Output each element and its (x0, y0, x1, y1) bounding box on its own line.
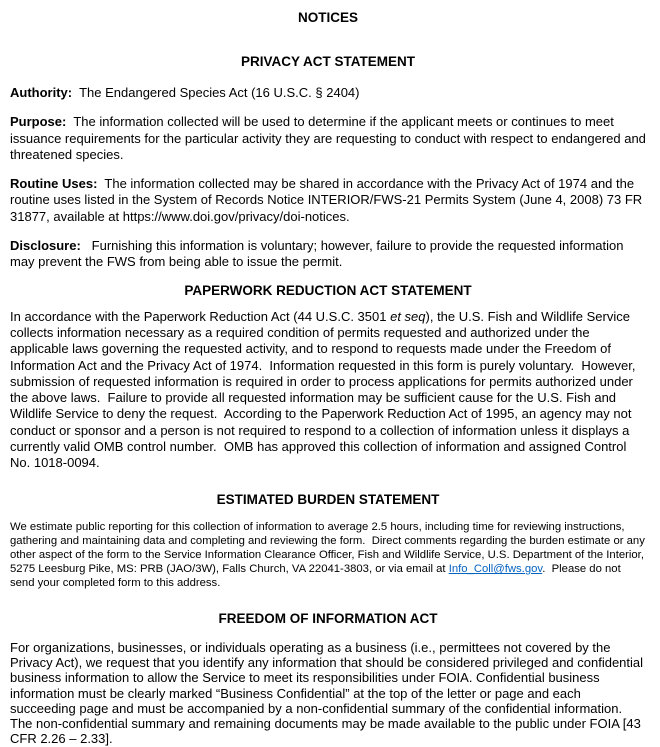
privacy-act-heading: PRIVACY ACT STATEMENT (240, 54, 415, 69)
disclosure-paragraph (10, 238, 646, 271)
burden-paragraph (10, 520, 649, 591)
purpose-text: The information collected will be used to determine if the applicant meets or continues to meet issuance requirements for the particular activity they are requesting to conduct with respect to endangered and threatened species. (10, 114, 650, 162)
purpose-paragraph (10, 114, 650, 163)
routine-uses-label: Routine Uses: (10, 176, 98, 192)
estimated-burden-heading: ESTIMATED BURDEN STATEMENT (216, 491, 440, 507)
authority-label: Authority: (10, 85, 73, 100)
routine-uses-paragraph (10, 176, 646, 225)
burden-text-1: We estimate public reporting for this collection of information to average 2.5 hours, including time for reviewing instructions, gathering and maintaining data and completing and reviewing the form. Direct comments regarding the burden estimate or any other aspect of the form to the Service Information Clearance Officer, Fish and Wildlife Service, U.S. Department of the Interior, 5275 Leesburg Pike, MS: PRB (JAO/3W), Falls Church, VA 22041-3803, or via email at (10, 520, 649, 576)
foia-section (10, 611, 646, 747)
paperwork-reduction-section (10, 283, 646, 472)
routine-uses-text: The information collected may be shared in accordance with the Privacy Act of 1974 and the routine uses listed in the System of Records Notice INTERIOR/FWS-21 Permits System (June 4, 2008) 73 FR 31877, available at https://www.doi.gov/privacy/doi-notices. (10, 176, 646, 224)
paperwork-text-2: ), the U.S. Fish and Wildlife Service collects information necessary as a required condition of permits requested and authorized under the applicable laws governing the requested activity, and to respond to requests made under the Freedom of Information Act and the Privacy Act of 1974. Information requested in this form is purely voluntary. However, submission of requested information is required in order to process applications for permits authorized under the above laws. Failure to provide all requested information may be sufficient cause for the U.S. Fish and Wildlife Service to deny the request. According to the Paperwork Reduction Act of 1995, an agency may not conduct or sponsor and a person is not required to respond to a collection of information unless it displays a currently valid OMB control number. OMB has approved this collection of information and assigned Control No. 1018-0094. (10, 308, 640, 471)
foia-paragraph: For organizations, businesses, or individuals operating as a business (i.e., permittees not covered by the Privacy Act), we request that you identify any information that should be considered privileged and confidential business information to allow the Service to meet its responsibilities under FOIA. Confidential business information must be clearly marked “Business Confidential” at the top of the letter or page and each succeeding page and must be accompanied by a non-confidential summary of the confidential information. The non-confidential summary and remaining documents may be made available to the public under FOIA [43 CFR 2.26 – 2.33]. (10, 639, 647, 747)
paperwork-text-1: In accordance with the Paperwork Reduction Act (44 U.S.C. 3501 (10, 308, 391, 324)
disclosure-text: Furnishing this information is voluntary; however, failure to provide the requested information may prevent the FWS from being able to issue the permit. (10, 238, 628, 270)
email-link[interactable]: Info_Coll@fws.gov (448, 563, 543, 576)
authority-paragraph (10, 85, 646, 101)
paperwork-paragraph (10, 309, 646, 472)
purpose-label: Purpose: (10, 114, 67, 130)
disclosure-label: Disclosure: (10, 238, 81, 254)
privacy-act-section (10, 54, 650, 271)
doc-title: NOTICES (297, 10, 358, 25)
estimated-burden-section (10, 491, 649, 591)
authority-text: The Endangered Species Act (16 U.S.C. § 2404) (72, 85, 360, 100)
paperwork-italic-et-seq: et seq (390, 308, 426, 324)
paperwork-reduction-heading: PAPERWORK REDUCTION ACT STATEMENT (184, 282, 472, 298)
burden-text-2: . Please do not send your completed form to this address. (10, 563, 624, 590)
foia-heading: FREEDOM OF INFORMATION ACT (218, 610, 438, 626)
